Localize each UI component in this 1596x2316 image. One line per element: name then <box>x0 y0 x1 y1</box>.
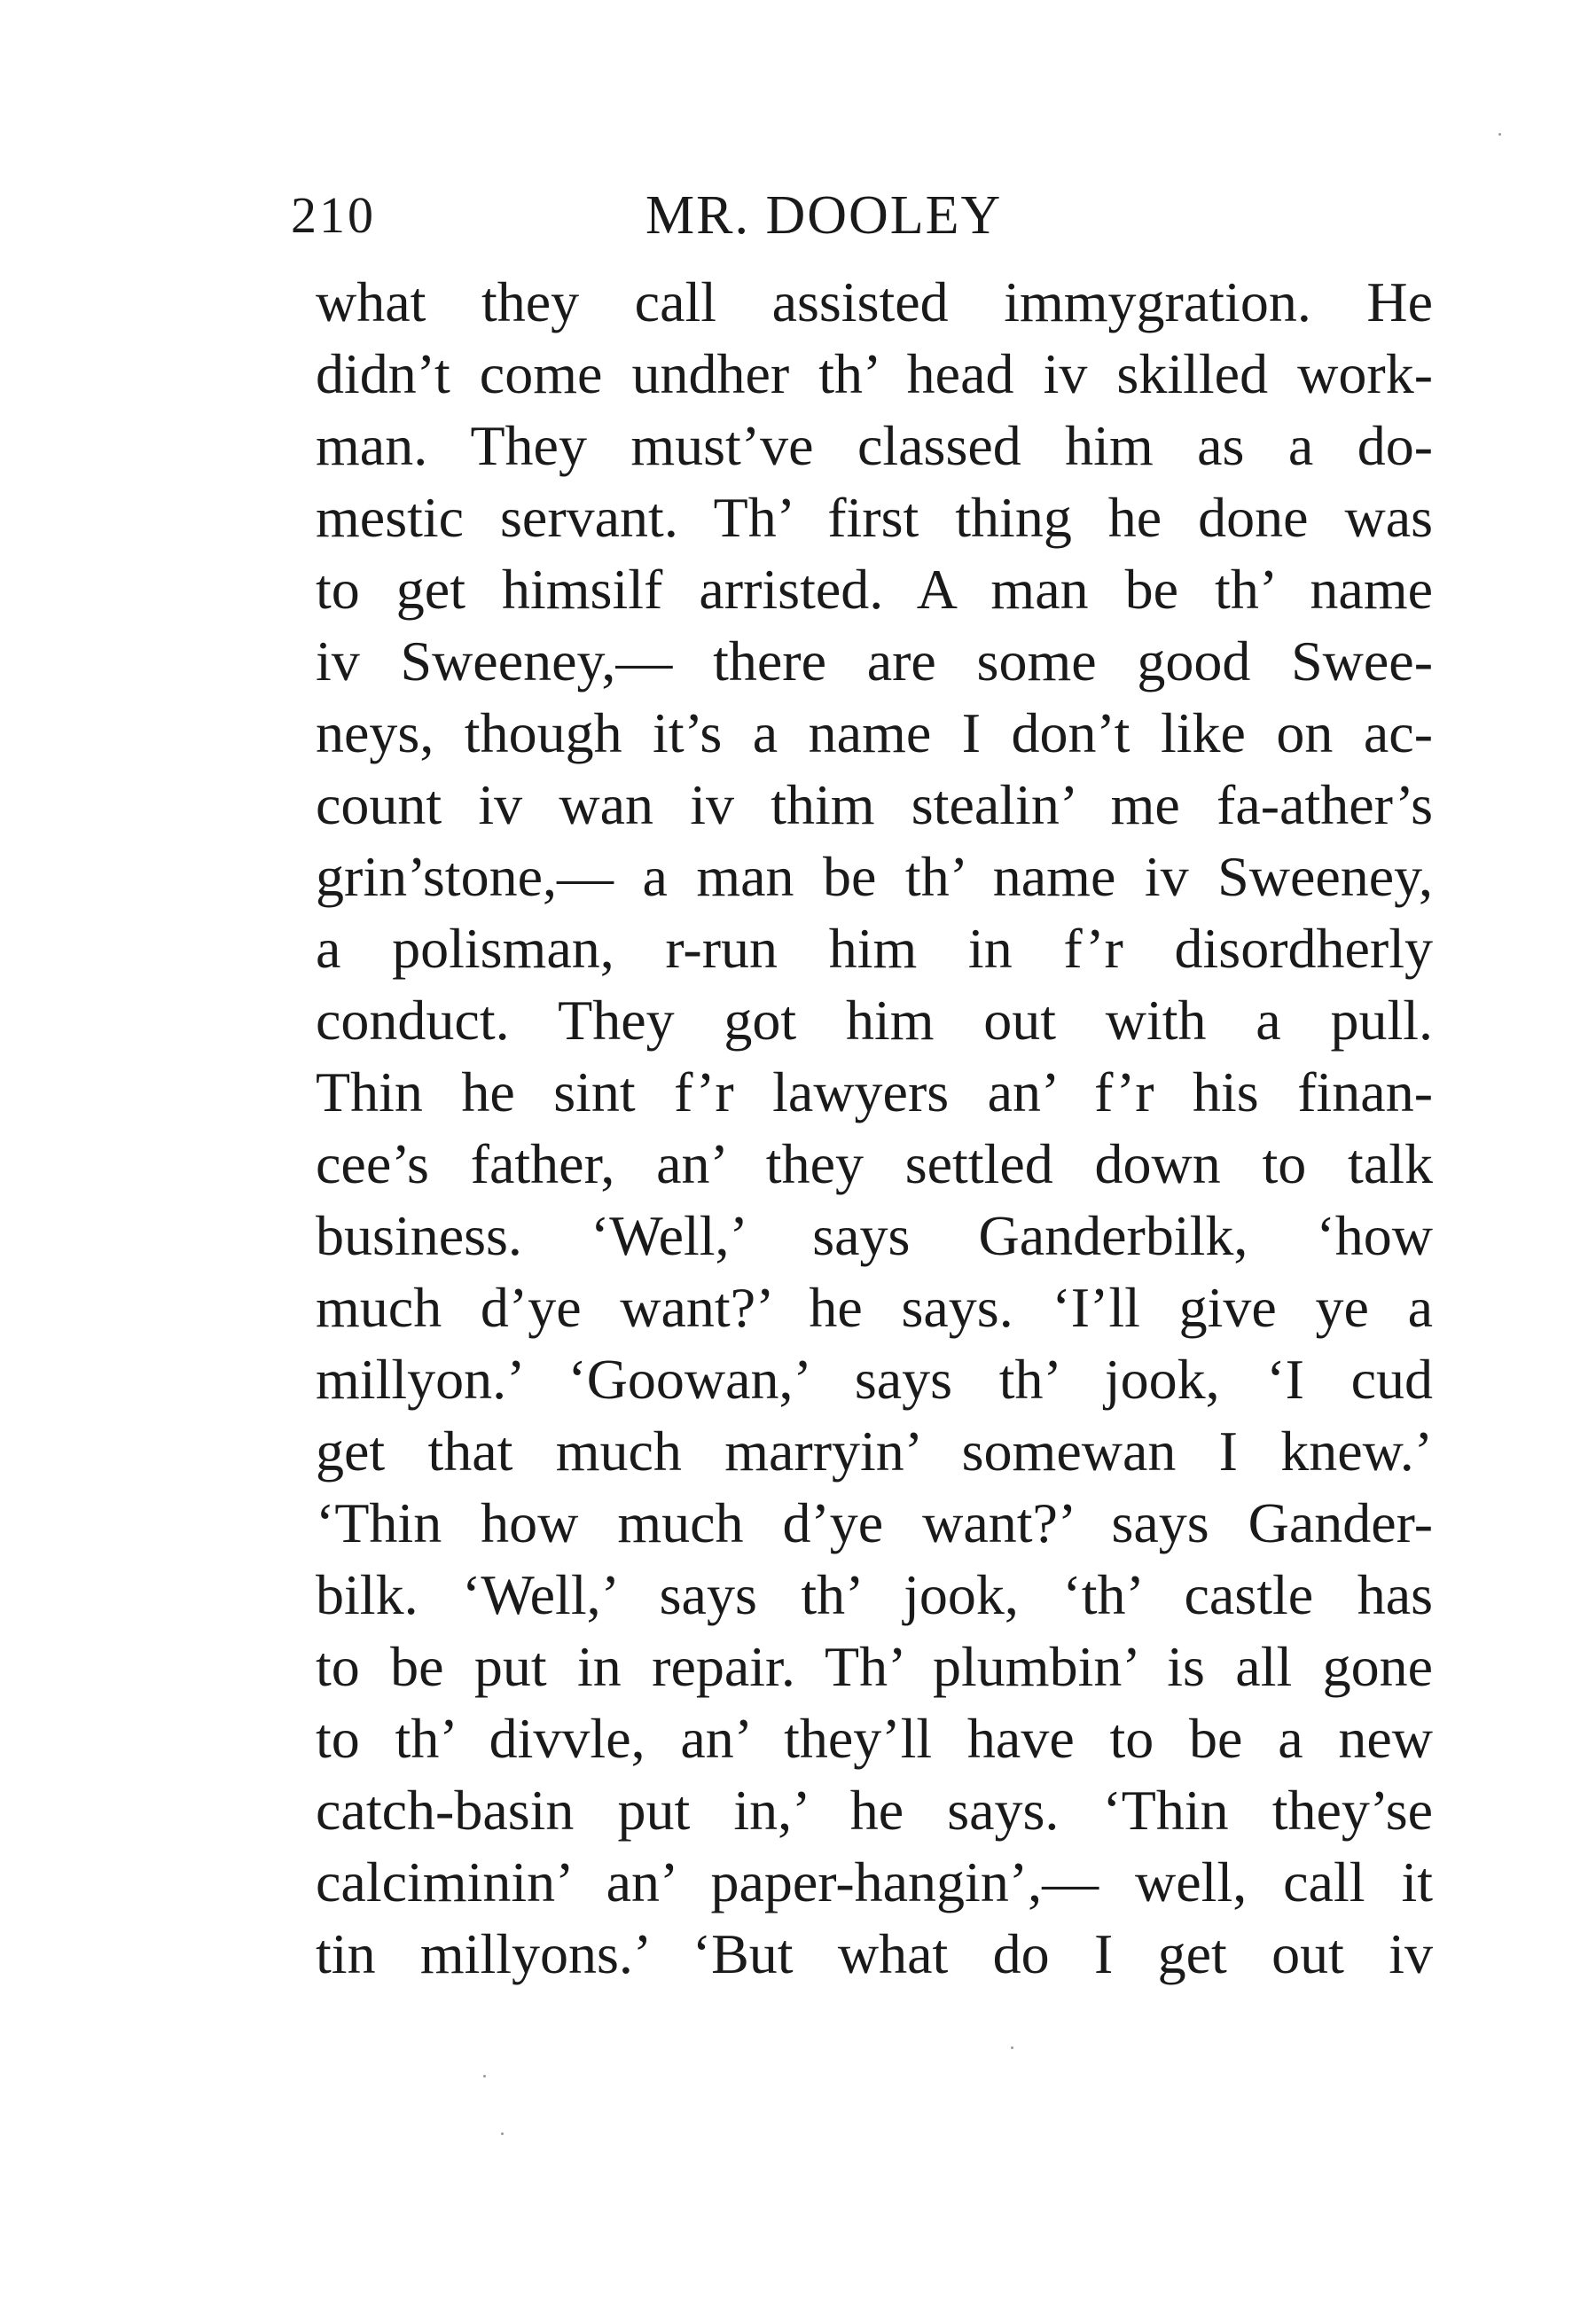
paper-speck <box>483 2075 486 2077</box>
text-line: to get himsilf arristed. A man be th’ name <box>316 558 1433 621</box>
text-line: business. ‘Well,’ says Ganderbilk, ‘how <box>316 1204 1433 1267</box>
text-line: to be put in repair. Th’ plumbin’ is all gone <box>316 1635 1433 1698</box>
text-line: mestic servant. Th’ first thing he done was <box>316 486 1433 549</box>
text-line: what they call assisted immygration. He <box>316 270 1433 333</box>
text-line: ‘Thin how much d’ye want?’ says Gander- <box>316 1491 1433 1554</box>
page-number: 210 <box>291 186 376 244</box>
running-head <box>0 176 1596 255</box>
text-line: neys, though it’s a name I don’t like on ac- <box>316 701 1433 764</box>
text-line: didn’t come undher th’ head iv skilled work- <box>316 342 1433 405</box>
text-line: grin’stone,— a man be th’ name iv Sweeney, <box>316 845 1433 908</box>
text-line: Thin he sint f’r lawyers an’ f’r his finan- <box>316 1060 1433 1123</box>
running-title: MR. DOOLEY <box>645 185 1003 246</box>
text-line: count iv wan iv thim stealin’ me fa-ather’s <box>316 773 1433 836</box>
paper-speck <box>501 2132 504 2135</box>
text-line: iv Sweeney,— there are some good Swee- <box>316 630 1433 692</box>
text-line: calciminin’ an’ paper-hangin’,— well, call it <box>316 1850 1433 1913</box>
text-line: man. They must’ve classed him as a do- <box>316 414 1433 477</box>
text-line: a polisman, r-run him in f’r disordherly <box>316 917 1433 980</box>
text-line: tin millyons.’ ‘But what do I get out iv <box>316 1922 1433 1985</box>
body-text <box>316 266 1433 1990</box>
text-line: cee’s father, an’ they settled down to talk <box>316 1132 1433 1195</box>
paper-speck <box>1011 2046 1013 2049</box>
text-line: much d’ye want?’ he says. ‘I’ll give ye a <box>316 1276 1433 1339</box>
paper-speck <box>1498 133 1501 136</box>
text-line: bilk. ‘Well,’ says th’ jook, ‘th’ castle has <box>316 1563 1433 1626</box>
text-line: catch-basin put in,’ he says. ‘Thin they’se <box>316 1779 1433 1842</box>
text-line: to th’ divvle, an’ they’ll have to be a new <box>316 1707 1433 1770</box>
text-line: get that much marryin’ somewan I knew.’ <box>316 1420 1433 1483</box>
text-line: millyon.’ ‘Goowan,’ says th’ jook, ‘I cud <box>316 1348 1433 1411</box>
text-line: conduct. They got him out with a pull. <box>316 989 1433 1052</box>
